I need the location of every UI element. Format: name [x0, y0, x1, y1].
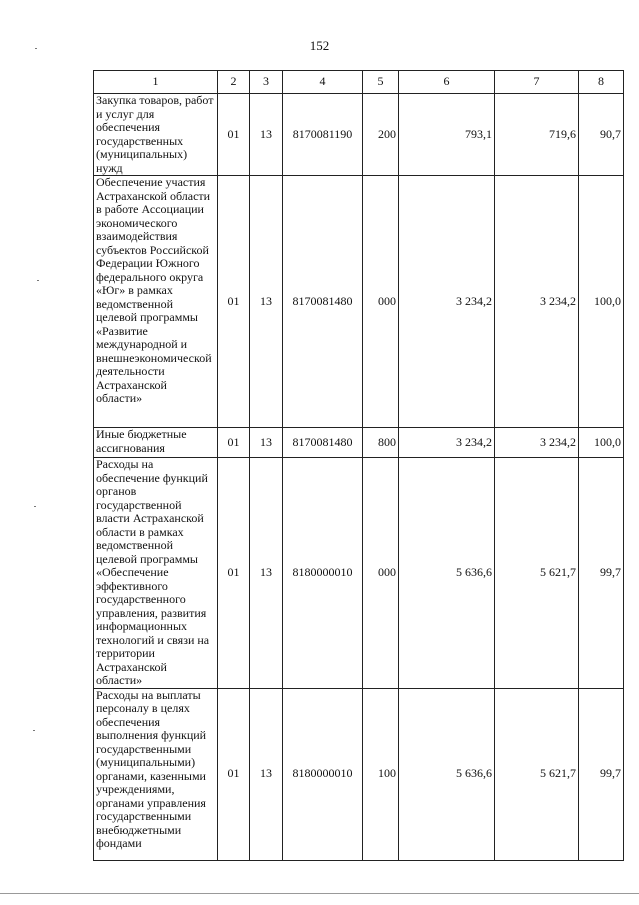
scan-mark: [35, 48, 37, 49]
expense-type-code: 000: [363, 458, 399, 689]
table-row: [94, 428, 624, 458]
execution-percent: 99,7: [579, 688, 624, 860]
planned-amount: 3 234,2: [399, 176, 495, 428]
table-row: [94, 176, 624, 428]
expense-type-code: 000: [363, 176, 399, 428]
page-number: 152: [309, 38, 330, 53]
target-article-code: 8170081190: [283, 94, 363, 176]
planned-amount: 793,1: [399, 94, 495, 176]
executed-amount: 719,6: [495, 94, 579, 176]
executed-amount: 5 621,7: [495, 458, 579, 689]
scan-mark: [37, 280, 39, 281]
scan-mark: [34, 506, 36, 507]
target-article-code: 8170081480: [283, 176, 363, 428]
subsection-code: 13: [250, 176, 283, 428]
execution-percent: 90,7: [579, 94, 624, 176]
column-header: 1: [94, 71, 218, 94]
expense-name: Закупка товаров, работ и услуг для обеспечения государственных (муниципальных) нужд: [94, 94, 218, 176]
column-header: 8: [579, 71, 624, 94]
executed-amount: 5 621,7: [495, 688, 579, 860]
section-code: 01: [218, 688, 250, 860]
execution-percent: 99,7: [579, 458, 624, 689]
expense-name: Иные бюджетные ассигнования: [94, 428, 218, 458]
section-code: 01: [218, 94, 250, 176]
expense-name: Расходы на обеспечение функций органов государственной власти Астраханской области в рамках ведомственной целевой программы «Обеспечение эффективного государственного управления, развития информационных технологий и связи на территории Астраханской области»: [94, 458, 218, 689]
scan-mark: [33, 730, 35, 731]
header-row: [94, 71, 624, 94]
column-header: 7: [495, 71, 579, 94]
executed-amount: 3 234,2: [495, 428, 579, 458]
planned-amount: 5 636,6: [399, 458, 495, 689]
section-code: 01: [218, 458, 250, 689]
expense-type-code: 800: [363, 428, 399, 458]
executed-amount: 3 234,2: [495, 176, 579, 428]
column-header: 6: [399, 71, 495, 94]
target-article-code: 8180000010: [283, 458, 363, 689]
column-header: 5: [363, 71, 399, 94]
expense-name: Обеспечение участия Астраханской области в работе Ассоциации экономического взаимодействия субъектов Российской Федерации Южного федерального округа «Юг» в рамках ведомственной целевой программы «Развитие международной и внешнеэкономической деятельности Астраханской области»: [94, 176, 218, 428]
page-bottom-edge: [0, 893, 639, 894]
expense-type-code: 200: [363, 94, 399, 176]
expense-name: Расходы на выплаты персоналу в целях обеспечения выполнения функций государственными (муниципальными) органами, казенными учреждениями, органами управления государственными внебюджетными фондами: [94, 688, 218, 860]
target-article-code: 8170081480: [283, 428, 363, 458]
column-header: 3: [250, 71, 283, 94]
execution-percent: 100,0: [579, 176, 624, 428]
section-code: 01: [218, 176, 250, 428]
target-article-code: 8180000010: [283, 688, 363, 860]
planned-amount: 5 636,6: [399, 688, 495, 860]
section-code: 01: [218, 428, 250, 458]
subsection-code: 13: [250, 688, 283, 860]
column-header: 2: [218, 71, 250, 94]
column-header: 4: [283, 71, 363, 94]
planned-amount: 3 234,2: [399, 428, 495, 458]
subsection-code: 13: [250, 458, 283, 689]
subsection-code: 13: [250, 428, 283, 458]
budget-table: [93, 70, 624, 861]
table-row: [94, 94, 624, 176]
table-row: [94, 688, 624, 860]
subsection-code: 13: [250, 94, 283, 176]
table-row: [94, 458, 624, 689]
execution-percent: 100,0: [579, 428, 624, 458]
expense-type-code: 100: [363, 688, 399, 860]
